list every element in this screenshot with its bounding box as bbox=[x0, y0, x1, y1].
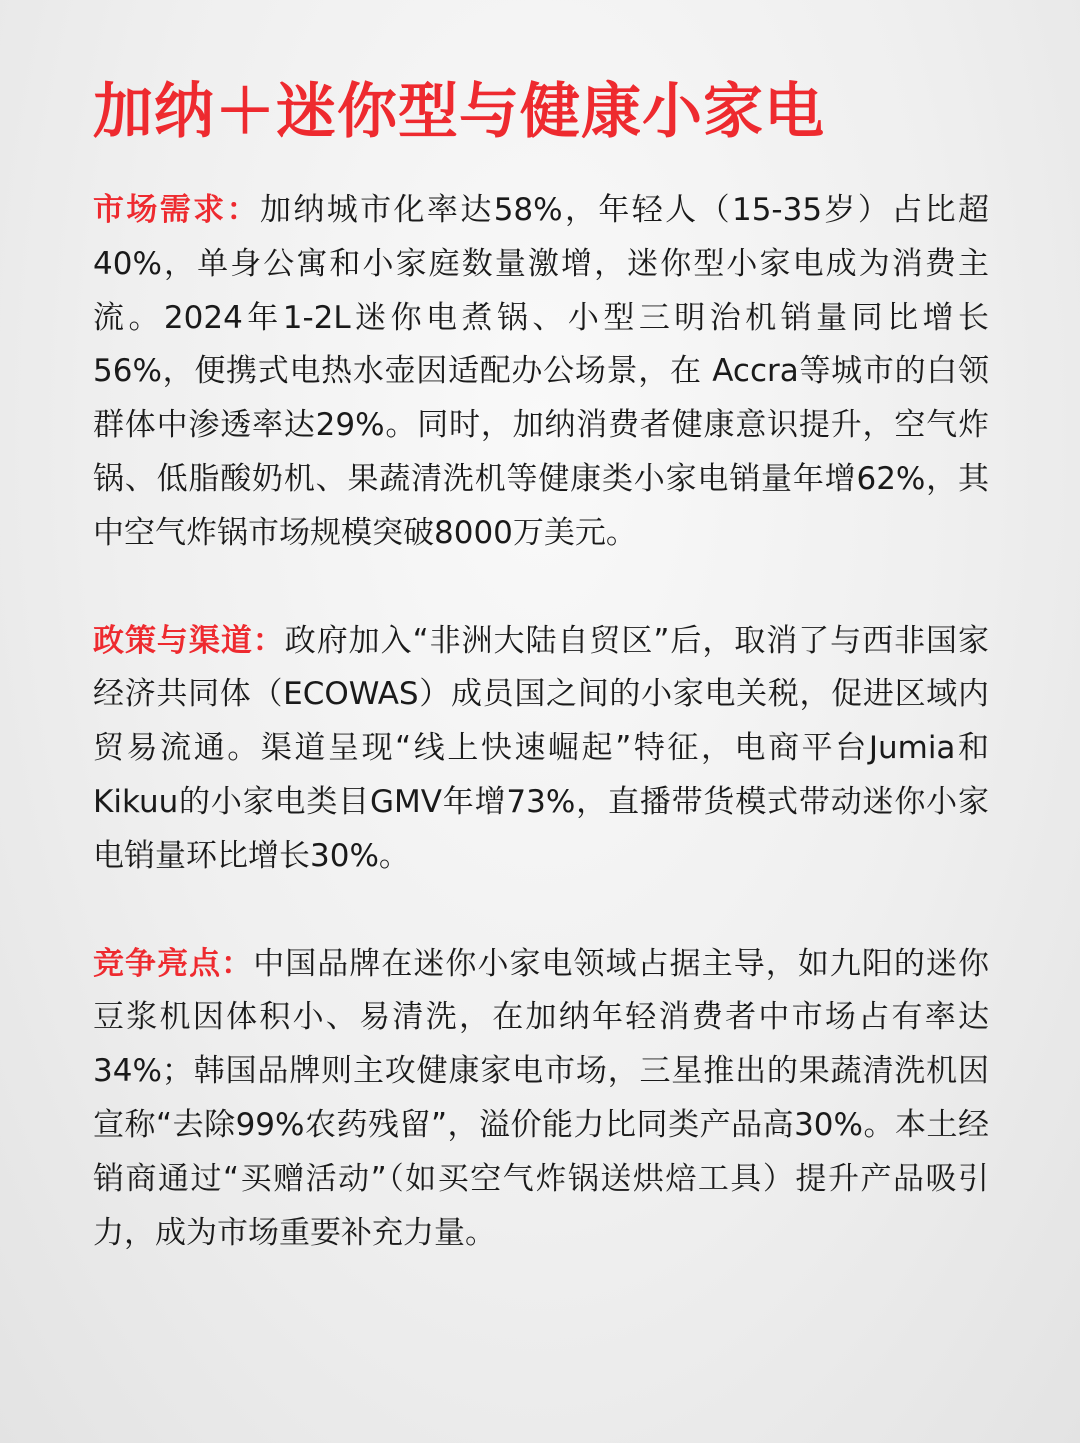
section-policy-channels bbox=[93, 615, 989, 884]
section-body-market-demand: 加纳城市化率达58%，年轻人（15-35岁）占比超40%，单身公寓和小家庭数量激增，迷你型小家电成为消费主流。2024年1-2L迷你电煮锅、小型三明治机销量同比增长56%，便携式电热水壶因适配办公场景，在 Accra等城市的白领群体中渗透率达29%。同时，加纳消费者健康意识提升，空气炸锅、低脂酸奶机、果蔬清洗机等健康类小家电销量年增62%，其中空气炸锅市场规模突破8000万美元。 bbox=[93, 192, 990, 551]
page-title: 加纳＋迷你型与健康小家电 bbox=[93, 77, 825, 147]
section-market-demand bbox=[93, 184, 989, 561]
section-body-policy-channels: 政府加入“非洲大陆自贸区”后，取消了与西非国家经济共同体（ECOWAS）成员国之间的小家电关税，促进区域内贸易流通。渠道呈现“线上快速崛起”特征，电商平台Jumia和Kikuu的小家电类目GMV年增73%，直播带货模式带动迷你小家电销量环比增长30%。 bbox=[93, 622, 989, 874]
section-competition-highlights bbox=[93, 938, 989, 1261]
section-label-competition-highlights: 竞争亮点： bbox=[93, 945, 254, 982]
section-label-market-demand: 市场需求： bbox=[93, 192, 260, 228]
section-body-competition-highlights: 中国品牌在迷你小家电领域占据主导，如九阳的迷你豆浆机因体积小、易清洗，在加纳年轻消费者中市场占有率达34%；韩国品牌则主攻健康家电市场，三星推出的果蔬清洗机因宣称“去除99%农药残留”，溢价能力比同类产品高30%。本土经销商通过“买赠活动”（如买空气炸锅送烘焙工具）提升产品吸引力，成为市场重要补充力量。 bbox=[93, 945, 989, 1251]
article bbox=[93, 70, 989, 1260]
section-label-policy-channels: 政策与渠道： bbox=[93, 622, 285, 659]
